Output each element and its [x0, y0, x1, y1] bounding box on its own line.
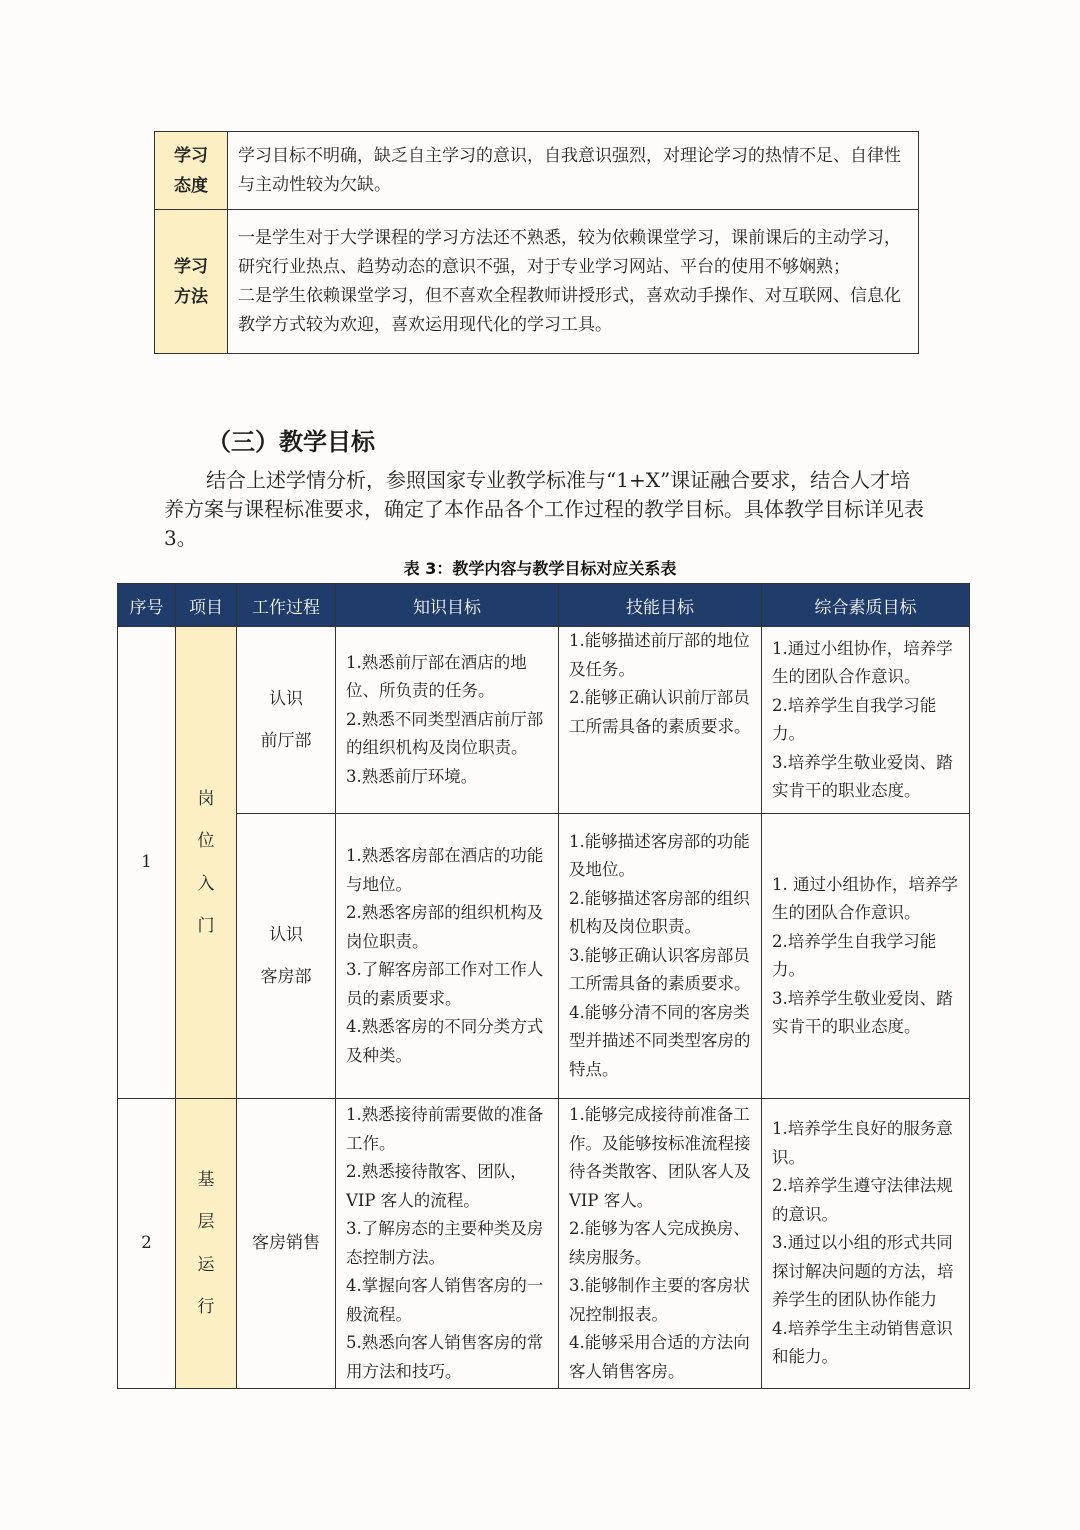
skill-cell	[559, 627, 762, 814]
knowledge-cell	[336, 627, 559, 814]
skill-cell	[559, 814, 762, 1099]
project-cell	[176, 627, 237, 1099]
row-label	[155, 210, 228, 354]
header-cell: 工作过程	[237, 584, 336, 627]
header-row	[118, 584, 970, 627]
quality-cell	[762, 814, 970, 1099]
list-item: 3.通过以小组的形式共同探讨解决问题的方法，培养学生的团队协作能力	[772, 1233, 954, 1310]
list-item: 1.通过小组协作，培养学生的团队合作意识。	[772, 638, 953, 686]
list-item: 4.培养学生主动销售意识和能力。	[772, 1318, 953, 1367]
process-cell	[237, 814, 336, 1099]
table-row	[155, 132, 919, 210]
knowledge-cell	[336, 1099, 559, 1389]
label-text: 学习 态度	[174, 145, 208, 196]
paragraph: 一是学生对于大学课程的学习方法还不熟悉，较为依赖课堂学习，课前课后的主动学习，研究行业热点、趋势动态的意识不强，对于专业学习网站、平台的使用不够娴熟；	[238, 227, 901, 277]
header-cell: 技能目标	[559, 584, 762, 627]
list-item: 3.培养学生敬业爱岗、踏实肯干的职业态度。	[772, 988, 953, 1036]
process-text: 认识 客房部	[260, 924, 312, 987]
list-item: 1.能够描述前厅部的地位及任务。	[569, 631, 750, 679]
body-paragraph: 结合上述学情分析，参照国家专业教学标准与“1+X”课证融合要求，结合人才培养方案与课程标准要求，确定了本作品各个工作过程的教学目标。具体教学目标详见表 3。	[164, 468, 924, 550]
knowledge-cell	[336, 814, 559, 1099]
list-item: 4.熟悉客房的不同分类方式及种类。	[346, 1017, 544, 1065]
list-item: 3.能够正确认识客房部员工所需具备的素质要求。	[569, 945, 751, 994]
list-item: 2.熟悉接待散客、团队，VIP 客人的流程。	[346, 1162, 527, 1210]
paragraph: 学习目标不明确，缺乏自主学习的意识，自我意识强烈，对理论学习的热情不足、自律性与主动性较为欠缺。	[238, 145, 901, 195]
paragraph: 二是学生依赖课堂学习，但不喜欢全程教师讲授形式，喜欢动手操作、对互联网、信息化教学方式较为欢迎，喜欢运用现代化的学习工具。	[238, 285, 901, 335]
table-row	[118, 814, 970, 1099]
list-item: 1. 通过小组协作，培养学生的团队合作意识。	[772, 874, 958, 922]
list-item: 1.能够描述客房部的功能及地位。	[569, 831, 750, 880]
project-text: 基 层 运 行	[197, 1169, 215, 1317]
list-item: 1.培养学生良好的服务意识。	[772, 1119, 953, 1167]
process-cell: 客房销售	[237, 1099, 336, 1389]
list-item: 2.能够描述客房部的组织机构及岗位职责。	[569, 888, 750, 937]
header-cell: 知识目标	[336, 584, 559, 627]
process-cell	[237, 627, 336, 814]
list-item: 3.熟悉前厅环境。	[346, 766, 478, 786]
row-label	[155, 132, 228, 210]
list-item: 2.能够正确认识前厅部员工所需具备的素质要求。	[569, 688, 751, 736]
teaching-objectives-table	[117, 583, 970, 1389]
header-cell: 序号	[118, 584, 176, 627]
project-text: 岗 位 入 门	[197, 788, 215, 936]
list-item: 4.掌握向客人销售客房的一般流程。	[346, 1276, 544, 1324]
list-item: 2.培养学生遵守法律法规的意识。	[772, 1176, 953, 1224]
header-cell: 项目	[176, 584, 237, 627]
learning-situation-table	[154, 131, 919, 354]
list-item: 2.培养学生自我学习能力。	[772, 695, 937, 743]
row-number: 2	[118, 1099, 176, 1389]
quality-cell	[762, 627, 970, 814]
label-text: 学习 方法	[174, 256, 208, 307]
list-item: 1.能够完成接待前准备工作。及能够按标准流程接待各类散客、团队客人及 VIP 客人。	[569, 1105, 751, 1210]
skill-cell	[559, 1099, 762, 1389]
table-row	[118, 627, 970, 814]
list-item: 1.熟悉客房部在酒店的功能与地位。	[346, 846, 544, 894]
table-row	[118, 1099, 970, 1389]
table-caption: 表 3：教学内容与教学目标对应关系表	[403, 559, 677, 578]
section-heading: （三）教学目标	[207, 428, 375, 456]
list-item: 4.能够分清不同的客房类型并描述不同类型客房的特点。	[569, 1002, 751, 1079]
row-text	[228, 210, 919, 354]
process-text: 认识 前厅部	[260, 688, 312, 751]
list-item: 4.能够采用合适的方法向客人销售客房。	[569, 1333, 750, 1381]
list-item: 3.培养学生敬业爱岗、踏实肯干的职业态度。	[772, 752, 953, 800]
list-item: 3.了解房态的主要种类及房态控制方法。	[346, 1219, 544, 1267]
row-number: 1	[118, 627, 176, 1099]
row-text	[228, 132, 919, 210]
header-cell: 综合素质目标	[762, 584, 970, 627]
list-item: 3.了解客房部工作对工作人员的素质要求。	[346, 960, 544, 1008]
table-row	[155, 210, 919, 354]
list-item: 2.培养学生自我学习能力。	[772, 931, 937, 979]
list-item: 2.能够为客人完成换房、续房服务。	[569, 1219, 750, 1267]
list-item: 2.熟悉不同类型酒店前厅部的组织机构及岗位职责。	[346, 709, 544, 758]
list-item: 5.熟悉向客人销售客房的常用方法和技巧。	[346, 1333, 544, 1381]
list-item: 1.熟悉接待前需要做的准备工作。	[346, 1105, 544, 1153]
quality-cell	[762, 1099, 970, 1389]
list-item: 3.能够制作主要的客房状况控制报表。	[569, 1276, 750, 1324]
list-item: 1.熟悉前厅部在酒店的地位、所负责的任务。	[346, 652, 527, 701]
project-cell	[176, 1099, 237, 1389]
list-item: 2.熟悉客房部的组织机构及岗位职责。	[346, 903, 544, 951]
